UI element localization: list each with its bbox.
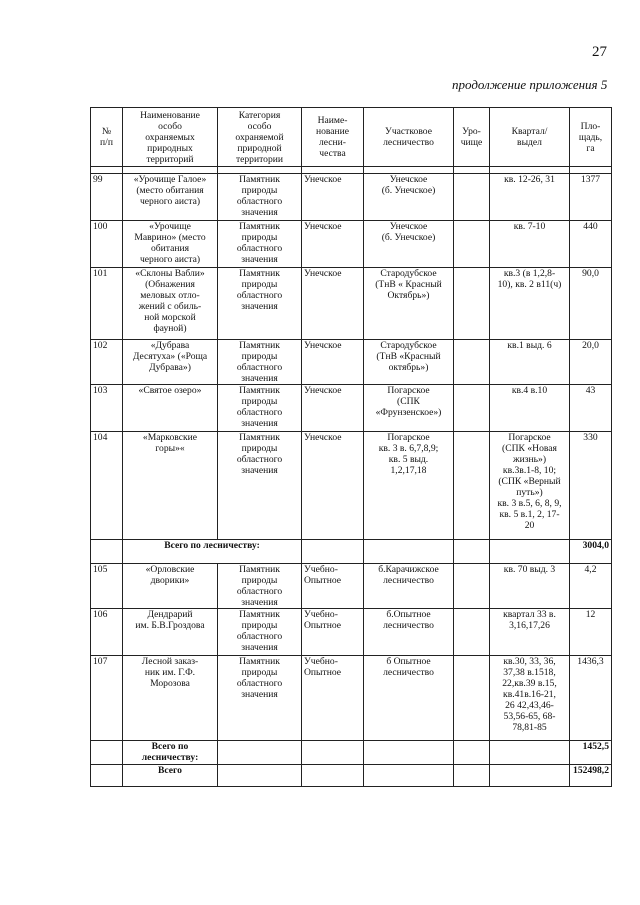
total-empty-cell [218, 741, 302, 765]
table-row [91, 385, 612, 432]
total-label: Всего по лесничеству: [123, 540, 302, 564]
cell-tract [454, 268, 490, 340]
total-empty-cell [454, 741, 490, 765]
table-header-row [91, 108, 612, 167]
cell-district: Унечское (б. Унечское) [364, 221, 454, 268]
cell-category: Памятник природы областного значения [218, 564, 302, 609]
cell-block: квартал 33 в. 3,16,17,26 [490, 609, 570, 656]
header-num: № п/п [91, 108, 123, 167]
cell-area: 12 [570, 609, 612, 656]
total-empty-cell [454, 540, 490, 564]
cell-forestry: Учебно- Опытное [302, 656, 364, 741]
table-row [91, 432, 612, 540]
cell-tract [454, 221, 490, 268]
cell-category: Памятник природы областного значения [218, 656, 302, 741]
cell-area: 1377 [570, 174, 612, 221]
cell-district: Стародубское (ТнВ « Красный Октябрь») [364, 268, 454, 340]
table-row [91, 656, 612, 741]
cell-num: 103 [91, 385, 123, 432]
cell-name: «Марковские горы»« [123, 432, 218, 540]
cell-block: кв.3 (в 1,2,8- 10), кв. 2 в11(ч) [490, 268, 570, 340]
cell-tract [454, 564, 490, 609]
cell-num: 105 [91, 564, 123, 609]
total-empty-cell [218, 765, 302, 787]
total-empty-cell [364, 765, 454, 787]
header-category: Категория особо охраняемой природной территории [218, 108, 302, 167]
cell-area: 330 [570, 432, 612, 540]
cell-tract [454, 174, 490, 221]
header-name: Наименование особо охраняемых природных территорий [123, 108, 218, 167]
table-row [91, 174, 612, 221]
total-empty-cell [302, 540, 364, 564]
cell-name: «Орловские дворики» [123, 564, 218, 609]
spacer-row [91, 167, 612, 174]
total-empty-cell [302, 741, 364, 765]
cell-forestry: Учебно- Опытное [302, 564, 364, 609]
total-empty-cell [302, 765, 364, 787]
cell-category: Памятник природы областного значения [218, 221, 302, 268]
cell-num: 99 [91, 174, 123, 221]
total-empty-cell [364, 540, 454, 564]
cell-district: б Опытное лесничество [364, 656, 454, 741]
cell-category: Памятник природы областного значения [218, 385, 302, 432]
table-row [91, 340, 612, 385]
cell-forestry: Унечское [302, 385, 364, 432]
cell-name: Дендрарий им. Б.В.Гроздова [123, 609, 218, 656]
subtotal-row [91, 540, 612, 564]
cell-area: 4,2 [570, 564, 612, 609]
cell-name: «Склоны Вабли» (Обнажения меловых отло- жений с обиль- ной морской фауной) [123, 268, 218, 340]
page-number: 27 [592, 44, 607, 60]
cell-tract [454, 432, 490, 540]
total-label: Всего по лесничеству: [123, 741, 218, 765]
total-area: 1452,5 [570, 741, 612, 765]
cell-num: 102 [91, 340, 123, 385]
cell-area: 20,0 [570, 340, 612, 385]
cell-area: 43 [570, 385, 612, 432]
cell-name: Лесной заказ- ник им. Г.Ф. Морозова [123, 656, 218, 741]
header-forestry: Наиме- нование лесни- чества [302, 108, 364, 167]
cell-forestry: Унечское [302, 340, 364, 385]
cell-name: «Урочище Галое» (место обитания черного аиста) [123, 174, 218, 221]
cell-num: 107 [91, 656, 123, 741]
cell-forestry: Унечское [302, 221, 364, 268]
header-block: Квартал/ выдел [490, 108, 570, 167]
cell-district: Стародубское (ТнВ «Красный октябрь») [364, 340, 454, 385]
cell-block: Погарское (СПК «Новая жизнь») кв.3в.1-8, 10; (СПК «Верный путь») кв. 3 в.5, 6, 8, 9, кв. 5 в.1, 2, 17- 20 [490, 432, 570, 540]
total-empty-cell [91, 741, 123, 765]
cell-area: 1436,3 [570, 656, 612, 741]
total-empty-cell [454, 765, 490, 787]
cell-district: Погарское кв. 3 в. 6,7,8,9; кв. 5 выд. 1,2,17,18 [364, 432, 454, 540]
cell-district: б.Опытное лесничество [364, 609, 454, 656]
cell-name: «Святое озеро» [123, 385, 218, 432]
cell-category: Памятник природы областного значения [218, 268, 302, 340]
cell-tract [454, 340, 490, 385]
cell-area: 90,0 [570, 268, 612, 340]
cell-category: Памятник природы областного значения [218, 432, 302, 540]
table-row [91, 268, 612, 340]
cell-forestry: Унечское [302, 432, 364, 540]
cell-area: 440 [570, 221, 612, 268]
cell-name: «Дубрава Десятуха» («Роща Дубрава») [123, 340, 218, 385]
header-tract: Уро- чище [454, 108, 490, 167]
cell-block: кв.30, 33, 36, 37,38 в.1518, 22,кв.39 в.15, кв.41в.16-21, 26 42,43,46- 53,56-65, 68- 78,81-85 [490, 656, 570, 741]
cell-district: Унечское (б. Унечское) [364, 174, 454, 221]
cell-category: Памятник природы областного значения [218, 609, 302, 656]
cell-district: Погарское (СПК «Фрунзенское») [364, 385, 454, 432]
cell-name: «Урочище Маврино» (место обитания черного аиста) [123, 221, 218, 268]
header-area: Пло- щадь, га [570, 108, 612, 167]
total-label: Всего [123, 765, 218, 787]
protected-areas-table-container [90, 107, 612, 787]
total-area: 3004,0 [570, 540, 612, 564]
total-area: 152498,2 [570, 765, 612, 787]
cell-num: 104 [91, 432, 123, 540]
subtotal-row [91, 741, 612, 765]
table-row [91, 609, 612, 656]
cell-category: Памятник природы областного значения [218, 174, 302, 221]
total-empty-cell [490, 540, 570, 564]
cell-num: 101 [91, 268, 123, 340]
cell-forestry: Унечское [302, 268, 364, 340]
cell-block: кв.1 выд. 6 [490, 340, 570, 385]
total-empty-cell [91, 765, 123, 787]
cell-block: кв. 70 выд. 3 [490, 564, 570, 609]
header-district: Участковое лесничество [364, 108, 454, 167]
cell-block: кв. 12-26, 31 [490, 174, 570, 221]
table-row [91, 221, 612, 268]
cell-forestry: Унечское [302, 174, 364, 221]
table-row [91, 564, 612, 609]
cell-num: 106 [91, 609, 123, 656]
total-empty-cell [91, 540, 123, 564]
total-empty-cell [490, 741, 570, 765]
page-subtitle: продолжение приложения 5 [452, 77, 608, 92]
total-empty-cell [364, 741, 454, 765]
cell-block: кв. 7-10 [490, 221, 570, 268]
cell-tract [454, 385, 490, 432]
cell-forestry: Учебно- Опытное [302, 609, 364, 656]
grand-total-row [91, 765, 612, 787]
total-empty-cell [490, 765, 570, 787]
cell-block: кв.4 в.10 [490, 385, 570, 432]
cell-tract [454, 656, 490, 741]
protected-areas-table [90, 107, 612, 787]
cell-tract [454, 609, 490, 656]
cell-num: 100 [91, 221, 123, 268]
cell-district: б.Карачижское лесничество [364, 564, 454, 609]
cell-category: Памятник природы областного значения [218, 340, 302, 385]
